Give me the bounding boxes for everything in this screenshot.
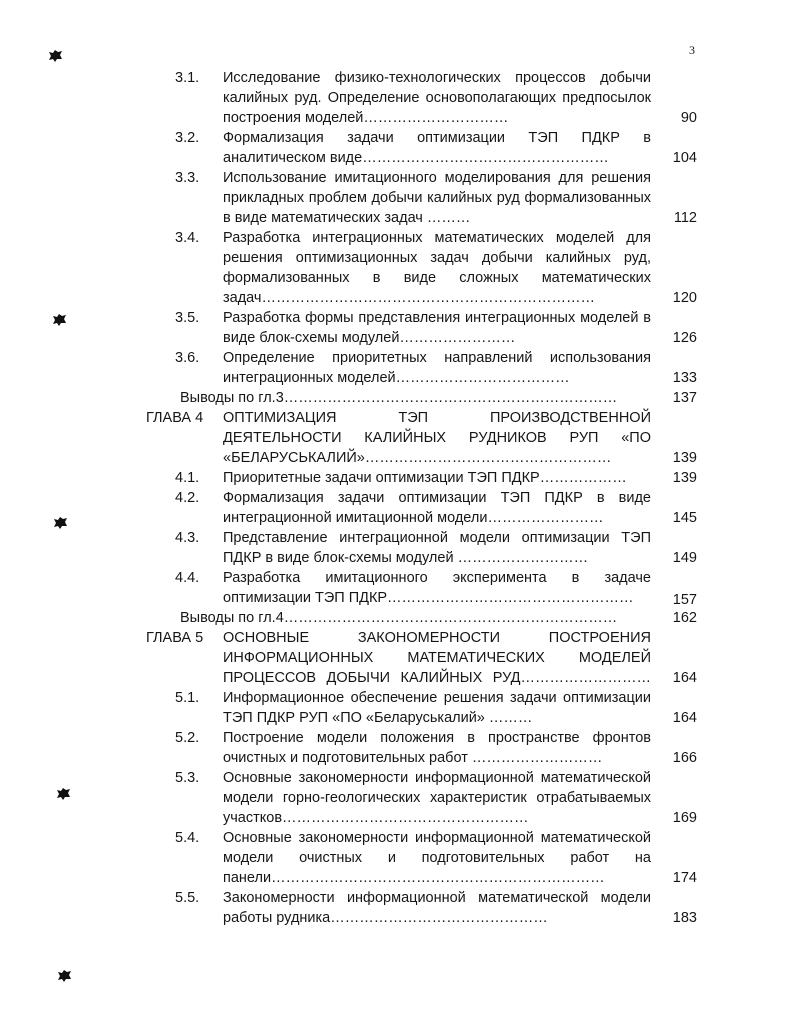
toc-entry-number: 3.5.: [175, 310, 200, 326]
toc-entry: [0, 568, 792, 608]
toc-entry-page: 149: [672, 550, 697, 566]
toc-entry-number: 3.4.: [175, 230, 200, 246]
toc-entry: [0, 348, 792, 388]
toc-entry-title: Определение приоритетных направлений использования интеграционных моделей………………………………: [223, 350, 651, 386]
toc-entry-number: 3.2.: [175, 130, 200, 146]
toc-entry-title: Выводы по гл.3……………………………………………………………: [180, 390, 618, 406]
toc-entry-page: 145: [672, 510, 697, 526]
toc-entry: [0, 888, 792, 928]
toc-entry: [0, 128, 792, 168]
toc-entry-title: Исследование физико-технологических процессов добычи калийных руд. Определение основополагающих предпосылок построения моделей…………………………: [223, 70, 651, 126]
toc-entry-page: 104: [672, 150, 697, 166]
toc-entry-number: 3.1.: [175, 70, 200, 86]
toc-entry-title: Формализация задачи оптимизации ТЭП ПДКР в аналитическом виде……………………………………………: [223, 130, 651, 166]
toc-entry-number: 5.3.: [175, 770, 200, 786]
toc-entry-page: 139: [672, 470, 697, 486]
toc-entry-number: 5.1.: [175, 690, 200, 706]
toc-entry-title: Формализация задачи оптимизации ТЭП ПДКР в виде интеграционной имитационной модели……………………: [223, 490, 651, 526]
toc-entry: [0, 228, 792, 308]
toc-entry-page: 164: [672, 670, 697, 686]
toc-entry: [0, 68, 792, 128]
toc-entry: [0, 828, 792, 888]
toc-entry-title: Представление интеграционной модели оптимизации ТЭП ПДКР в виде блок-схемы модулей ………………………: [223, 530, 651, 566]
toc-entry-title: Построение модели положения в пространстве фронтов очистных и подготовительных работ ………………………: [223, 730, 651, 766]
toc-entry-title: Основные закономерности информационной математической модели горно-геологических характеристик отрабатываемых участков……………………………………………: [223, 770, 651, 826]
toc-chapter-title: ОСНОВНЫЕ ЗАКОНОМЕРНОСТИ ПОСТРОЕНИЯ ИНФОРМАЦИОННЫХ МАТЕМАТИЧЕСКИХ МОДЕЛЕЙ ПРОЦЕССОВ ДОБЫЧИ КАЛИЙНЫХ РУД………………………: [223, 630, 651, 686]
toc-entry-title: Разработка формы представления интеграционных моделей в виде блок-схемы модулей……………………: [223, 310, 651, 346]
toc-chapter-number: ГЛАВА 4: [146, 410, 204, 426]
toc-entry-page: 166: [672, 750, 697, 766]
toc-entry-title: Разработка интеграционных математических моделей для решения оптимизационных задач добычи калийных руд, формализованных в виде сложных математических задач……………………………………………………………: [223, 230, 651, 306]
toc-entry-page: 137: [672, 390, 697, 406]
toc-entry: [0, 468, 792, 488]
toc-entry: [0, 488, 792, 528]
toc-entry-number: 5.4.: [175, 830, 200, 846]
toc-entry: [0, 688, 792, 728]
toc-entry-page: 90: [680, 110, 697, 126]
toc-entry: [0, 308, 792, 348]
toc-entry-page: 183: [672, 910, 697, 926]
toc-entry-title: Основные закономерности информационной математической модели очистных и подготовительных работ на панели……………………………………………………………: [223, 830, 651, 886]
toc-entry: [0, 728, 792, 768]
toc-chapter-entry: [0, 408, 792, 468]
toc-entry-number: 3.6.: [175, 350, 200, 366]
toc-summary-entry: [0, 388, 792, 408]
toc-summary-entry: [0, 608, 792, 628]
toc-entry-number: 4.4.: [175, 570, 200, 586]
toc-entry: [0, 528, 792, 568]
toc-chapter-entry: [0, 628, 792, 688]
toc-entry-page: 164: [672, 710, 697, 726]
toc-entry-number: 4.3.: [175, 530, 200, 546]
page-number: 3: [689, 43, 695, 57]
toc-entry-page: 174: [672, 870, 697, 886]
toc-entry-page: 162: [672, 610, 697, 626]
toc-entry-page: 126: [672, 330, 697, 346]
toc-entry-page: 120: [672, 290, 697, 306]
toc-entry-title: Использование имитационного моделирования для решения прикладных проблем добычи калийных руд формализованных в виде математических задач ………: [223, 170, 651, 226]
toc-chapter-title: ОПТИМИЗАЦИЯ ТЭП ПРОИЗВОДСТВЕННОЙ ДЕЯТЕЛЬНОСТИ КАЛИЙНЫХ РУДНИКОВ РУП «ПО «БЕЛАРУСЬКАЛИЙ»……………………………………………: [223, 410, 651, 466]
toc-entry-number: 5.5.: [175, 890, 200, 906]
toc-entry-page: 139: [672, 450, 697, 466]
toc-entry-title: Информационное обеспечение решения задачи оптимизации ТЭП ПДКР РУП «ПО «Беларуськалий» ………: [223, 690, 651, 726]
toc-entry-page: 112: [673, 210, 697, 226]
toc-entry-number: 5.2.: [175, 730, 200, 746]
punch-hole-mark: [57, 969, 72, 983]
toc-entry: [0, 168, 792, 228]
toc-entry-title: Разработка имитационного эксперимента в задаче оптимизации ТЭП ПДКР……………………………………………: [223, 570, 651, 606]
table-of-contents: [0, 68, 792, 928]
toc-entry-page: 157: [672, 592, 697, 608]
toc-entry: [0, 768, 792, 828]
toc-entry-number: 3.3.: [175, 170, 200, 186]
toc-chapter-number: ГЛАВА 5: [146, 630, 204, 646]
toc-entry-title: Выводы по гл.4……………………………………………………………: [180, 610, 618, 626]
toc-entry-title: Приоритетные задачи оптимизации ТЭП ПДКР………………: [223, 470, 627, 486]
toc-entry-page: 133: [672, 370, 697, 386]
punch-hole-mark: [48, 49, 63, 63]
toc-entry-page: 169: [672, 810, 697, 826]
toc-entry-title: Закономерности информационной математической модели работы рудника………………………………………: [223, 890, 651, 926]
toc-entry-number: 4.2.: [175, 490, 200, 506]
toc-entry-number: 4.1.: [175, 470, 200, 486]
